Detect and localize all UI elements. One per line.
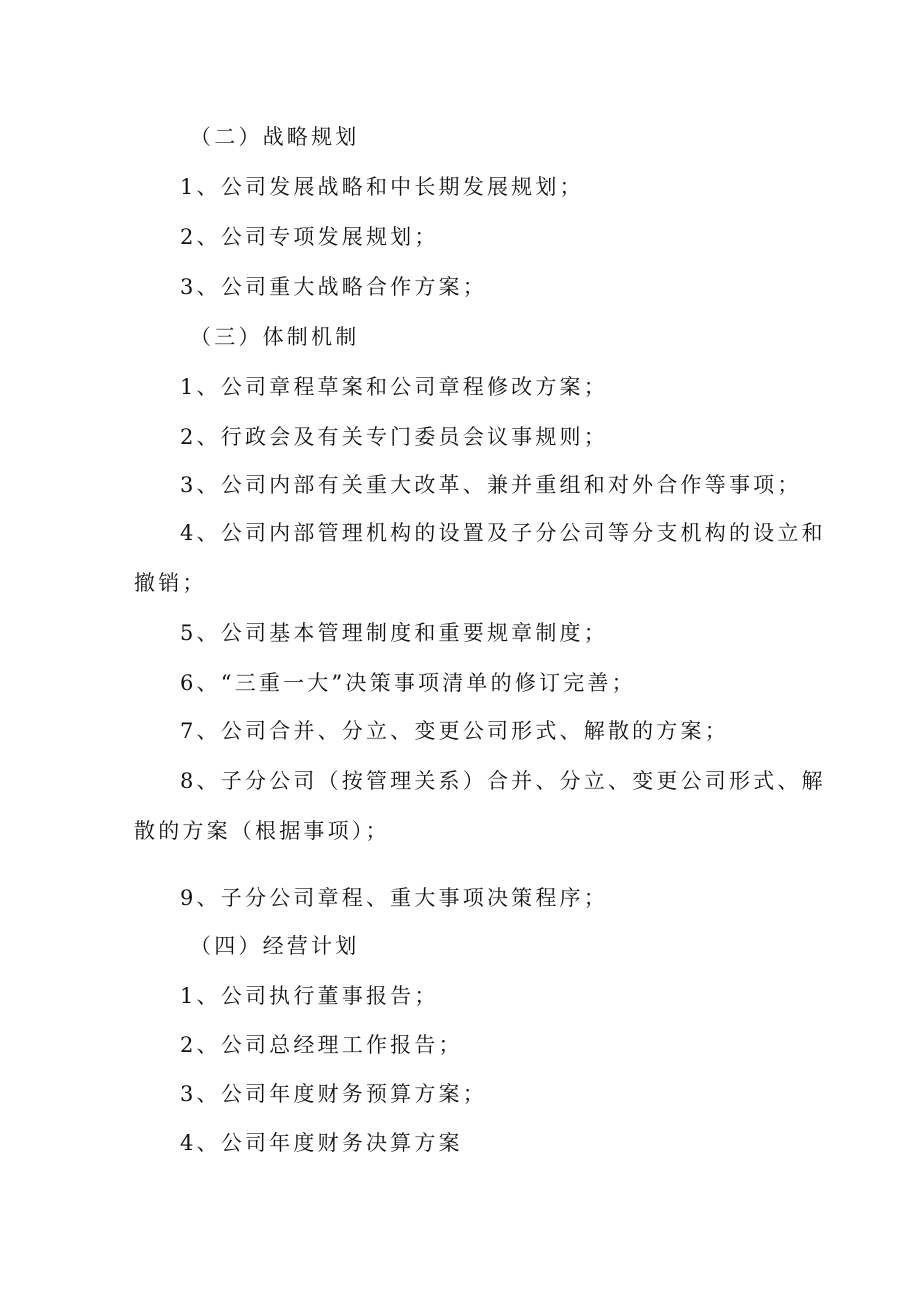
list-item: 2、公司专项发展规划； — [180, 225, 439, 249]
section-heading-strategy: （二）战略规划 — [190, 125, 360, 149]
list-item: 2、行政会及有关专门委员会议事规则； — [180, 425, 608, 449]
list-item: 3、公司年度财务预算方案； — [180, 1082, 487, 1106]
list-item: 1、公司发展战略和中长期发展规划； — [180, 175, 584, 199]
list-item: 4、公司内部管理机构的设置及子分公司等分支机构的设立和 — [180, 521, 826, 545]
list-item: 3、公司重大战略合作方案； — [180, 275, 487, 299]
list-item: 2、公司总经理工作报告； — [180, 1033, 463, 1057]
list-item: 6、“三重一大”决策事项清单的修订完善； — [180, 671, 636, 695]
section-heading-business-plan: （四）经营计划 — [190, 934, 360, 958]
list-item: 1、公司执行董事报告； — [180, 984, 439, 1008]
list-item-continuation: 散的方案（根据事项）； — [134, 819, 390, 843]
list-item: 5、公司基本管理制度和重要规章制度； — [180, 621, 608, 645]
list-item: 8、子分公司（按管理关系）合并、分立、变更公司形式、解 — [180, 769, 826, 793]
section-heading-system: （三）体制机制 — [190, 325, 360, 349]
list-item: 4、公司年度财务决算方案 — [180, 1131, 463, 1155]
list-item: 1、公司章程草案和公司章程修改方案； — [180, 375, 608, 399]
list-item-continuation: 撤销； — [134, 571, 207, 595]
list-item: 9、子分公司章程、重大事项决策程序； — [180, 886, 608, 910]
list-item: 3、公司内部有关重大改革、兼并重组和对外合作等事项； — [180, 473, 802, 497]
list-item: 7、公司合并、分立、变更公司形式、解散的方案； — [180, 719, 729, 743]
